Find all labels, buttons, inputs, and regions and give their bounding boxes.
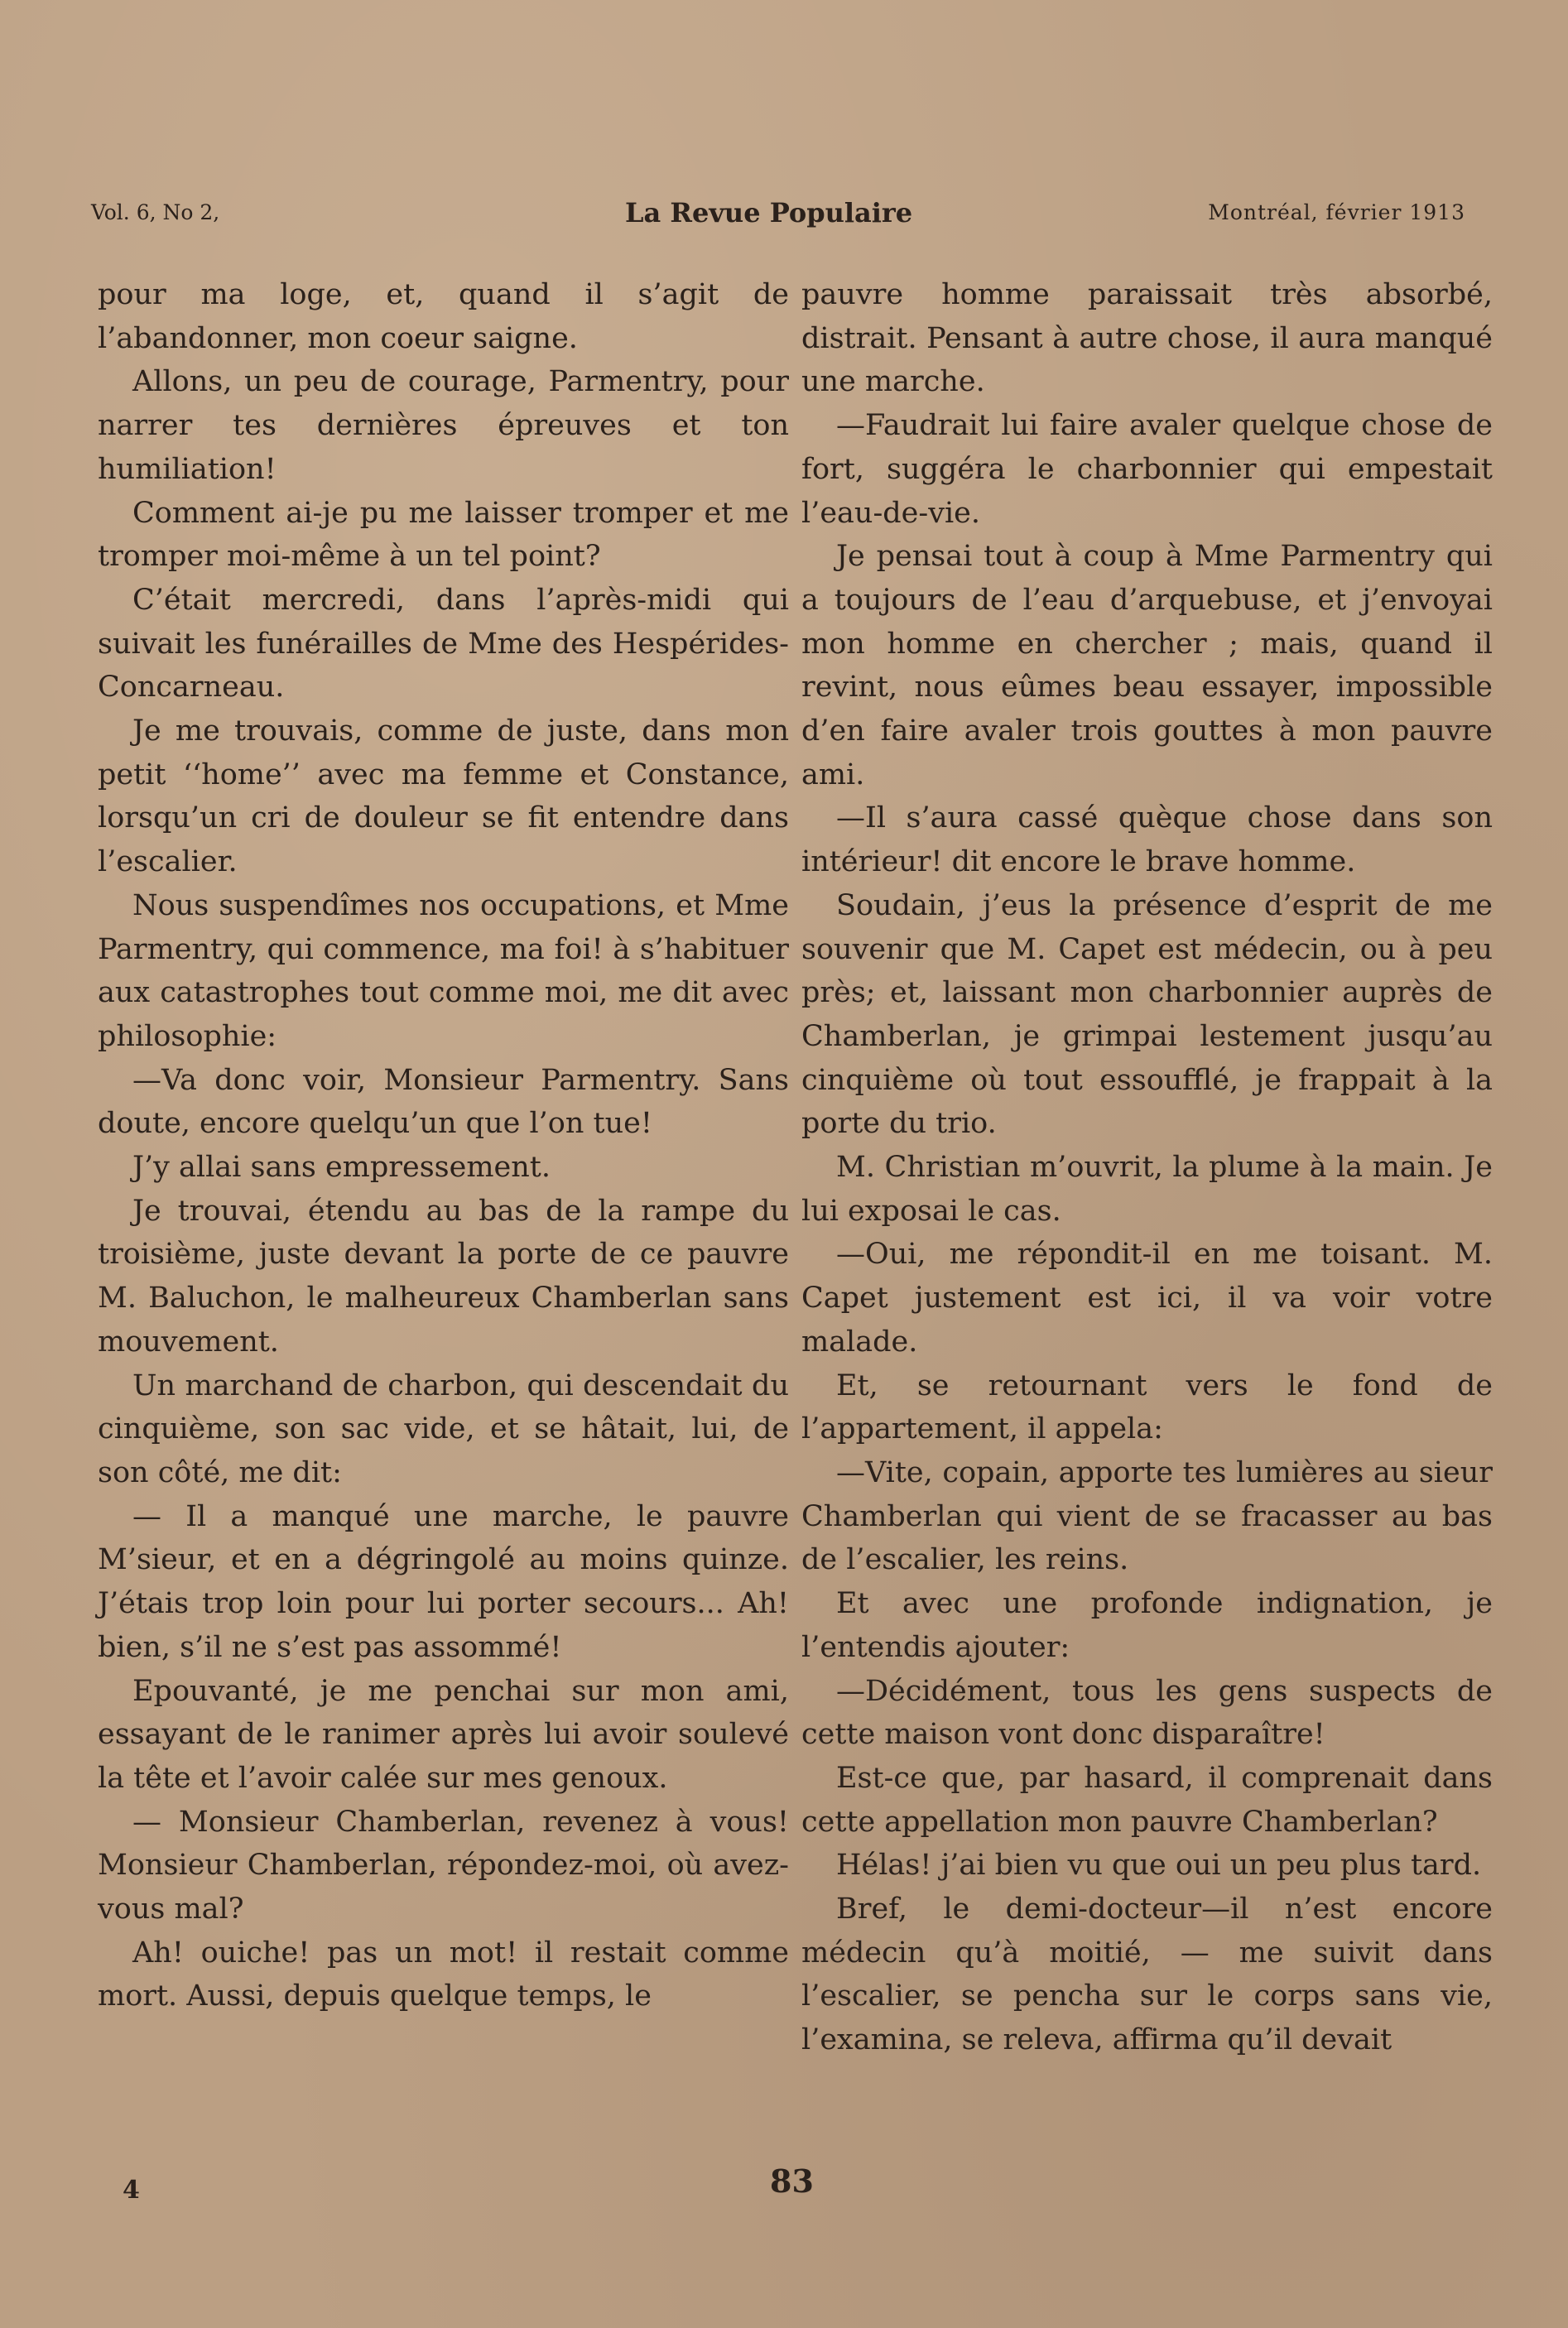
paragraph: M. Christian m’ouvrit, la plume à la main. Je lui exposai le cas.	[801, 1151, 1493, 1228]
signature-mark: 4	[123, 2176, 140, 2205]
volume-issue: Vol. 6, No 2,	[91, 200, 220, 224]
paragraph: Nous suspendîmes nos occupations, et Mme Parmentry, qui commence, ma foi! à s’habituer aux catastrophes tout comme moi, me dit avec philosophie:	[98, 888, 789, 1053]
paragraph: — Monsieur Chamberlan, revenez à vous! Monsieur Chamberlan, répondez-moi, où avez-vous mal?	[98, 1805, 789, 1926]
paragraph: —Oui, me répondit-il en me toisant. M. Capet justement est ici, il va voir votre malade.	[801, 1238, 1493, 1359]
paragraph: Et avec une profonde indignation, je l’entendis ajouter:	[801, 1587, 1493, 1664]
paragraph: Bref, le demi-docteur—il n’est encore médecin qu’à moitié, — me suivit dans l’escalier, se pencha sur le corps sans vie, l’examina, se releva, affirma qu’il devait	[801, 1893, 1493, 2057]
paragraph: J’y allai sans empressement.	[132, 1151, 551, 1185]
paragraph: Je pensai tout à coup à Mme Parmentry qui a toujours de l’eau d’arquebuse, et j’envoyai mon homme en chercher ; mais, quand il revint, nous eûmes beau essayer, impossible d’en faire avaler trois gouttes à mon pauvre ami.	[801, 540, 1493, 791]
right-column	[801, 273, 1493, 2062]
paragraph: Epouvanté, je me penchai sur mon ami, essayant de le ranimer après lui avoir soulevé la tête et l’avoir calée sur mes genoux.	[98, 1674, 789, 1795]
paragraph: C’était mercredi, dans l’après-midi qui suivait les funérailles de Mme des Hespérides-Concarneau.	[98, 583, 789, 705]
running-header	[91, 197, 1465, 233]
paragraph: —Il s’aura cassé quèque chose dans son intérieur! dit encore le brave homme.	[801, 801, 1493, 879]
paragraph: Comment ai-je pu me laisser tromper et me tromper moi-même à un tel point?	[98, 496, 789, 574]
dateline: Montréal, février 1913	[1208, 200, 1465, 224]
left-column	[98, 273, 789, 2018]
paragraph: Allons, un peu de courage, Parmentry, pour narrer tes dernières épreuves et ton humiliation!	[98, 365, 789, 486]
paragraph: — Il a manqué une marche, le pauvre M’sieur, et en a dégringolé au moins quinze. J’étais trop loin pour lui porter secours... Ah! bien, s’il ne s’est pas assommé!	[98, 1499, 789, 1664]
paragraph: pour ma loge, et, quand il s’agit de l’abandonner, mon coeur saigne.	[98, 278, 789, 355]
paragraph: Soudain, j’eus la présence d’esprit de me souvenir que M. Capet est médecin, ou à peu près; et, laissant mon charbonnier auprès de Chamberlan, je grimpai lestement jusqu’au cinquième où tout essoufflé, je frappait à la porte du trio.	[801, 888, 1493, 1141]
paragraph: pauvre homme paraissait très absorbé, distrait. Pensant à autre chose, il aura manqué une marche.	[801, 278, 1493, 399]
paragraph: —Vite, copain, apporte tes lumières au sieur Chamberlan qui vient de se fracasser au bas de l’escalier, les reins.	[801, 1455, 1493, 1577]
paragraph: Un marchand de charbon, qui descendait du cinquième, son sac vide, et se hâtait, lui, de son côté, me dit:	[98, 1368, 789, 1489]
paragraph: Ah! ouiche! pas un mot! il restait comme mort. Aussi, depuis quelque temps, le	[98, 1936, 789, 2013]
paragraph: Je me trouvais, comme de juste, dans mon petit ‘‘home’’ avec ma femme et Constance, lorsqu’un cri de douleur se fit entendre dans l’escalier.	[98, 714, 789, 879]
paragraph: —Faudrait lui faire avaler quelque chose de fort, suggéra le charbonnier qui empestait l’eau-de-vie.	[801, 409, 1493, 530]
paragraph: —Va donc voir, Monsieur Parmentry. Sans doute, encore quelqu’un que l’on tue!	[98, 1063, 789, 1141]
journal-title: La Revue Populaire	[625, 197, 913, 228]
paragraph: Je trouvai, étendu au bas de la rampe du troisième, juste devant la porte de ce pauvre M. Baluchon, le malheureux Chamberlan sans mouvement.	[98, 1194, 789, 1359]
paragraph: Et, se retournant vers le fond de l’appartement, il appela:	[801, 1368, 1493, 1446]
paragraph: —Décidément, tous les gens suspects de cette maison vont donc disparaître!	[801, 1674, 1493, 1752]
page-number: 83	[770, 2162, 814, 2200]
paragraph: Hélas! j’ai bien vu que oui un peu plus tard.	[836, 1849, 1482, 1883]
paragraph: Est-ce que, par hasard, il comprenait dans cette appellation mon pauvre Chamberlan?	[801, 1761, 1493, 1839]
